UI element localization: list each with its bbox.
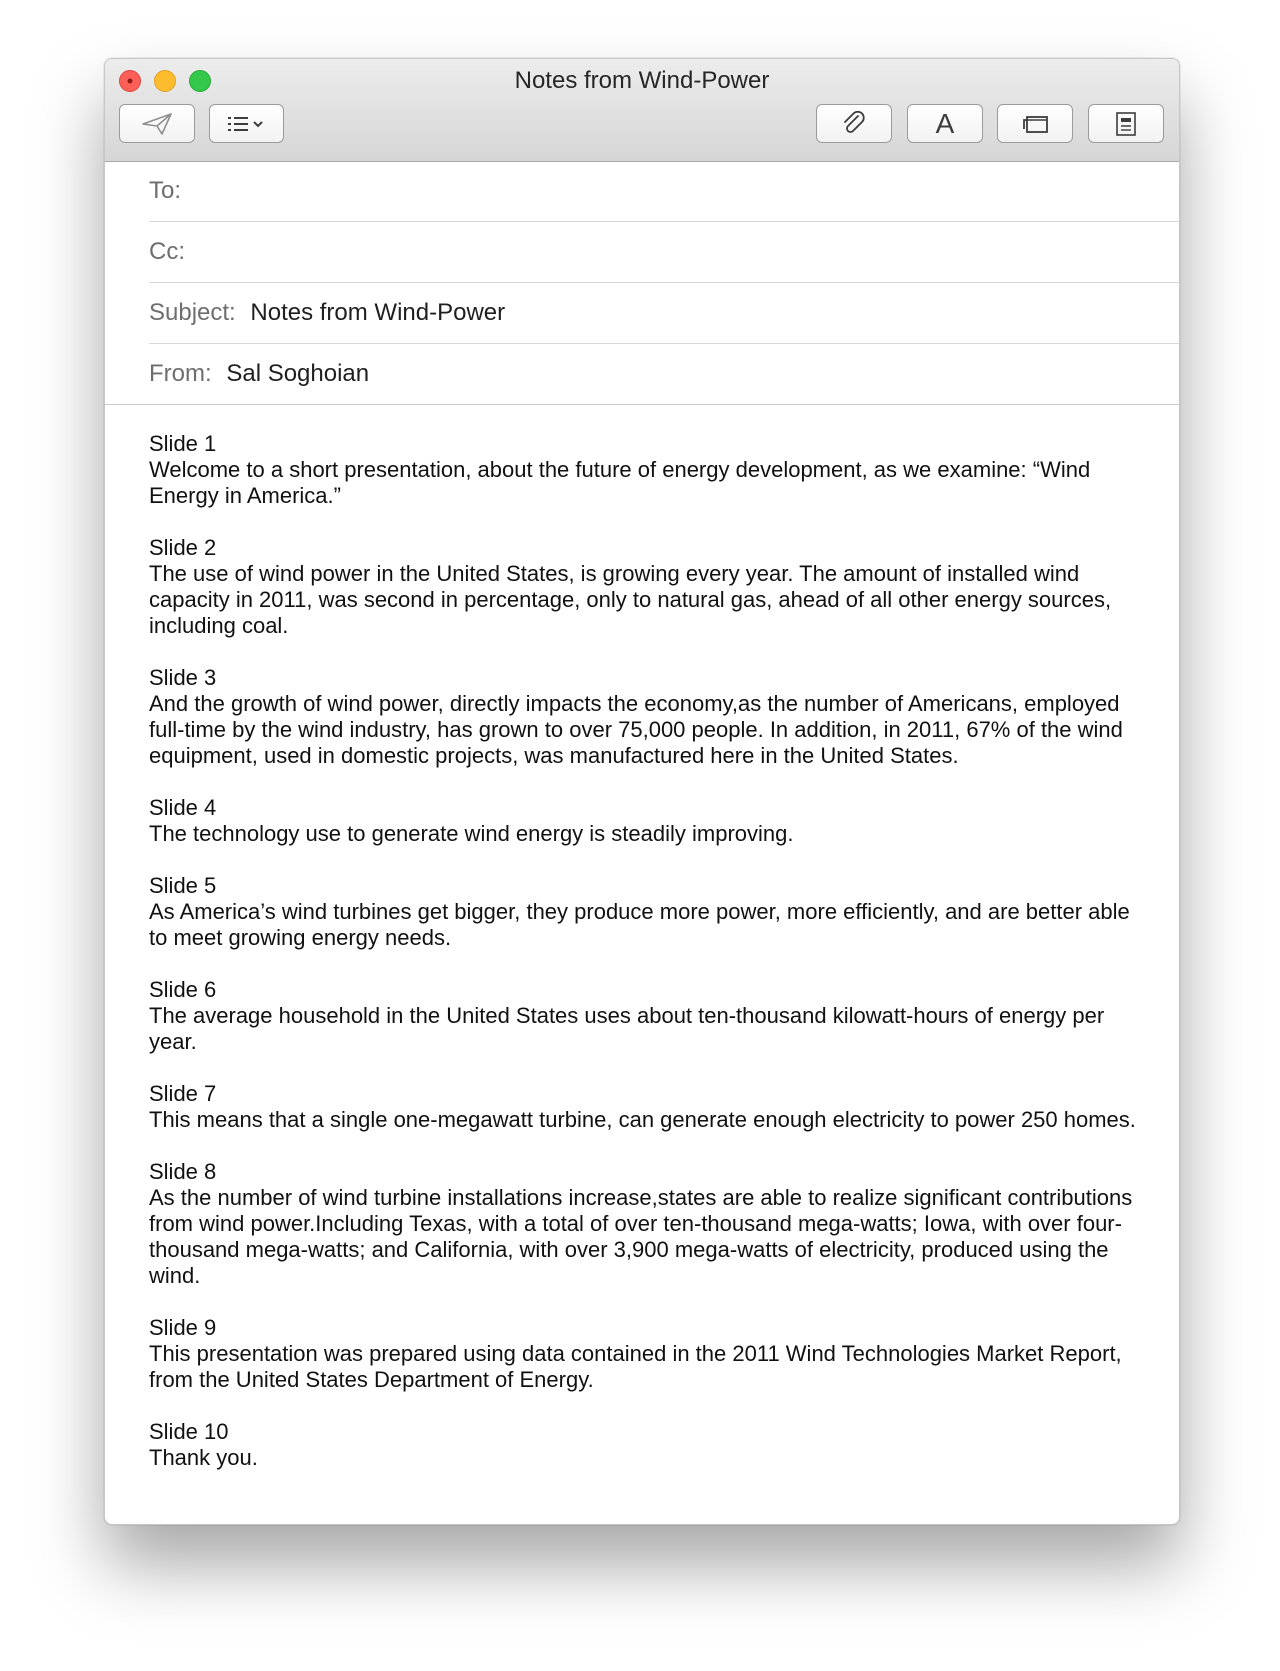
paper-plane-icon <box>140 111 174 137</box>
slide-text: And the growth of wind power, directly impacts the economy,as the number of Americans, employed full-time by the wind industry, has grown to over 75,000 people. In addition, in 2011, 67% of the wind equipment, used in domestic projects, was manufactured here in the United States. <box>149 691 1123 768</box>
slide-text: As America’s wind turbines get bigger, they produce more power, more efficiently, and are better able to meet growing energy needs. <box>149 899 1130 950</box>
slide-title: Slide 7 <box>149 1081 217 1106</box>
slide-text: Welcome to a short presentation, about the future of energy development, as we examine: “Wind Energy in America.” <box>149 457 1091 508</box>
slide-text: This presentation was prepared using data contained in the 2011 Wind Technologies Market Report, from the United States Department of Energy. <box>149 1341 1122 1392</box>
slide-title: Slide 1 <box>149 431 217 456</box>
compose-window <box>104 58 1180 1525</box>
slide-title: Slide 10 <box>149 1419 229 1444</box>
from-field[interactable] <box>149 344 1179 404</box>
slide-text: This means that a single one-megawatt turbine, can generate enough electricity to power 250 homes. <box>149 1107 1136 1132</box>
slide-text: The use of wind power in the United States, is growing every year. The amount of installed wind capacity in 2011, was second in percentage, only to natural gas, ahead of all other energy sources, including coal. <box>149 561 1112 638</box>
slide-title: Slide 2 <box>149 535 217 560</box>
subject-input[interactable]: Notes from Wind-Power <box>250 299 506 326</box>
window-title: Notes from Wind-Power <box>514 67 770 94</box>
to-field[interactable] <box>149 161 1179 222</box>
slide-title: Slide 4 <box>149 795 217 820</box>
paperclip-icon <box>840 110 868 138</box>
to-label: To: <box>149 177 182 204</box>
cc-field[interactable] <box>149 222 1179 283</box>
photo-browser-button[interactable] <box>997 104 1073 143</box>
font-icon: A <box>935 107 955 139</box>
slide-note <box>149 1081 1149 1133</box>
slide-note <box>149 873 1149 951</box>
slide-note <box>149 1419 1149 1471</box>
title-bar[interactable] <box>105 59 1179 162</box>
slide-text: Thank you. <box>149 1445 258 1470</box>
cc-label: Cc: <box>149 238 185 265</box>
header-divider <box>105 404 1179 405</box>
slide-note <box>149 431 1149 509</box>
slide-note <box>149 665 1149 769</box>
from-value[interactable]: Sal Soghoian <box>226 360 370 387</box>
slide-text: The average household in the United States uses about ten-thousand kilowatt-hours of energy per year. <box>149 1003 1105 1054</box>
slide-title: Slide 5 <box>149 873 217 898</box>
from-label: From: <box>149 360 212 387</box>
format-bar-button[interactable] <box>1088 104 1164 143</box>
slide-title: Slide 6 <box>149 977 217 1002</box>
slide-title: Slide 3 <box>149 665 217 690</box>
format-bar-icon <box>1113 110 1139 138</box>
message-body[interactable] <box>149 431 1149 1497</box>
list-dropdown-icon <box>226 113 268 135</box>
slide-note <box>149 1315 1149 1393</box>
send-button[interactable] <box>119 104 195 143</box>
slide-title: Slide 8 <box>149 1159 217 1184</box>
window-icon <box>1020 112 1050 136</box>
slide-text: The technology use to generate wind energy is steadily improving. <box>149 821 794 846</box>
slide-note <box>149 977 1149 1055</box>
subject-label: Subject: <box>149 299 236 326</box>
slide-text: As the number of wind turbine installations increase,states are able to realize significant contributions from wind power.Including Texas, with a total of over ten-thousand mega-watts; Iowa, with over four-thousand mega-watts; and California, with over 3,900 mega-watts of electricity, produced using the wind. <box>149 1185 1133 1288</box>
slide-title: Slide 9 <box>149 1315 217 1340</box>
slide-note <box>149 1159 1149 1289</box>
subject-field[interactable] <box>149 283 1179 344</box>
fonts-button[interactable] <box>907 104 983 143</box>
slide-note <box>149 535 1149 639</box>
slide-note <box>149 795 1149 847</box>
attach-button[interactable] <box>816 104 892 143</box>
header-fields-button[interactable] <box>209 104 284 143</box>
